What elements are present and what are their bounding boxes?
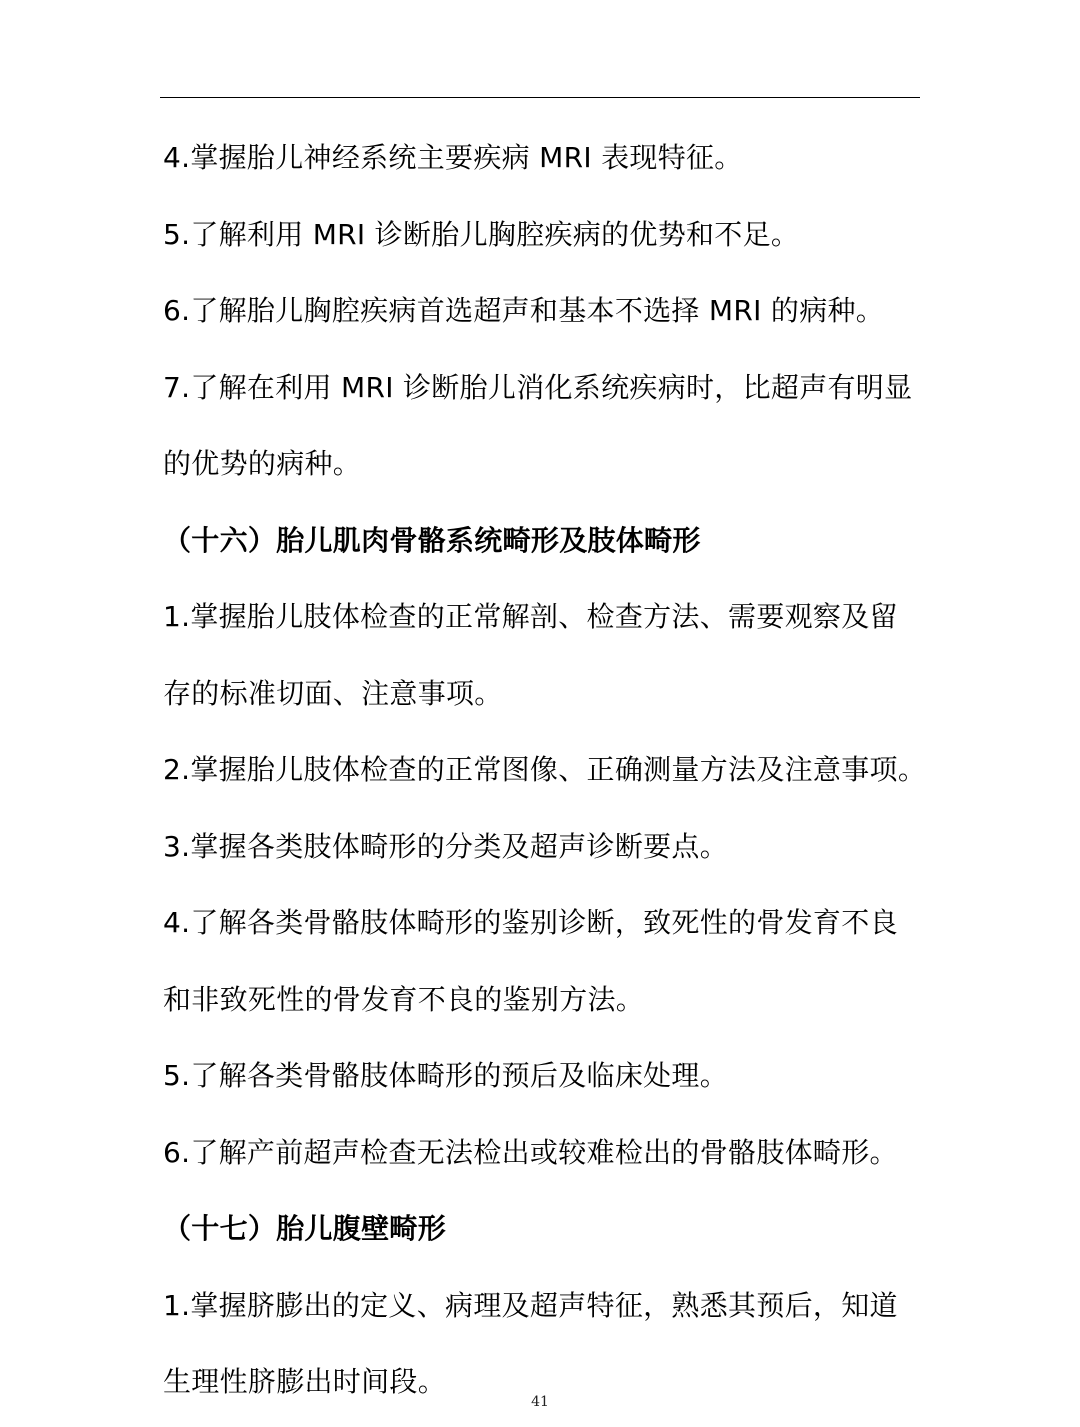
document-body: [163, 126, 927, 1427]
body-line: 和非致死性的骨发育不良的鉴别方法。: [163, 982, 645, 1016]
body-line: 1.掌握脐膨出的定义、病理及超声特征，熟悉其预后，知道: [163, 1288, 898, 1322]
body-line: 4.了解各类骨骼肢体畸形的鉴别诊断，致死性的骨发育不良: [163, 906, 898, 939]
body-line: 生理性脐膨出时间段。: [163, 1365, 447, 1398]
header-rule: [160, 97, 920, 98]
section-heading: （十七）胎儿腹壁畸形: [163, 1212, 447, 1245]
body-line: 4.掌握胎儿神经系统主要疾病 MRI 表现特征。: [163, 141, 743, 174]
body-line: 5.了解各类骨骼肢体畸形的预后及临床处理。: [163, 1059, 729, 1092]
body-line: 3.掌握各类肢体畸形的分类及超声诊断要点。: [163, 829, 729, 863]
body-line: 6.了解产前超声检查无法检出或较难检出的骨骼肢体畸形。: [163, 1135, 898, 1169]
body-line: 存的标准切面、注意事项。: [163, 676, 503, 710]
page-number: 41: [531, 1394, 549, 1410]
body-line: 7.了解在利用 MRI 诊断胎儿消化系统疾病时，比超声有明显: [163, 370, 913, 404]
section-heading: （十六）胎儿肌肉骨骼系统畸形及肢体畸形: [163, 523, 701, 557]
body-line: 6.了解胎儿胸腔疾病首选超声和基本不选择 MRI 的病种。: [163, 294, 885, 327]
body-line: 的优势的病种。: [163, 447, 362, 480]
body-line: 1.掌握胎儿肢体检查的正常解剖、检查方法、需要观察及留: [163, 600, 898, 633]
body-line: 2.掌握胎儿肢体检查的正常图像、正确测量方法及注意事项。: [163, 753, 927, 786]
body-line: 5.了解利用 MRI 诊断胎儿胸腔疾病的优势和不足。: [163, 217, 800, 251]
